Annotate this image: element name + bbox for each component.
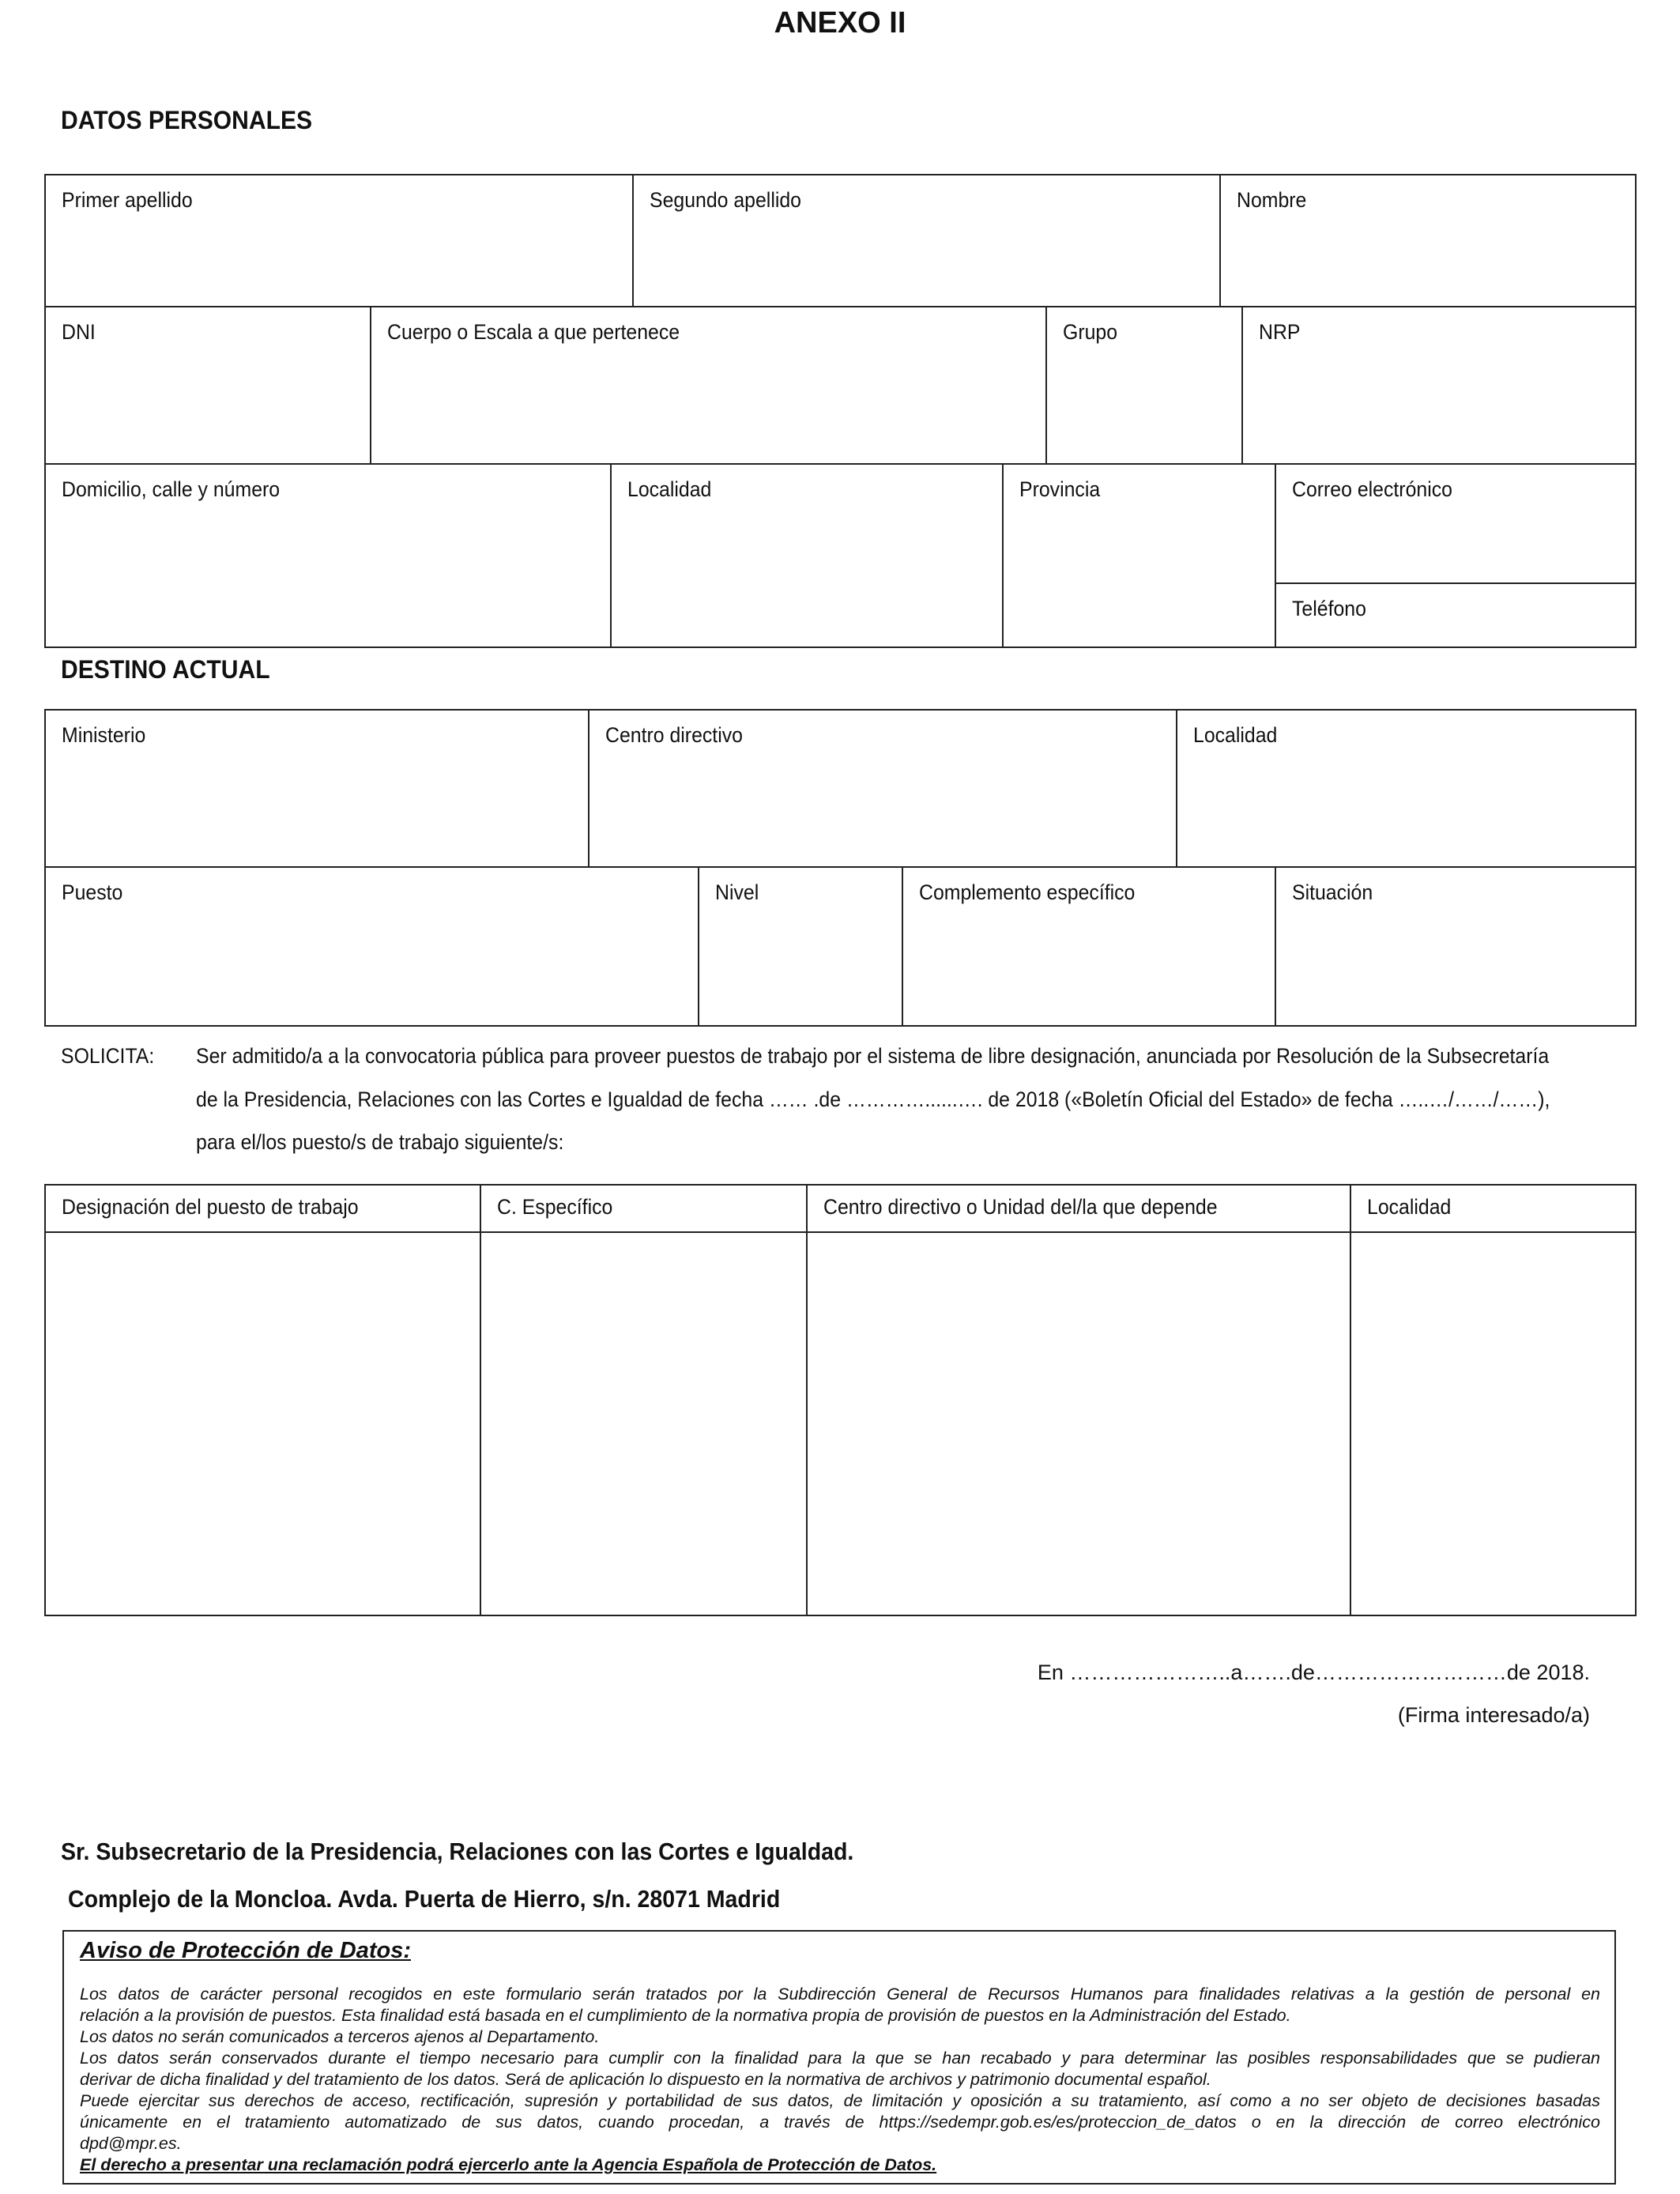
complemento-especifico-field[interactable] xyxy=(902,866,1276,1027)
segundo-apellido-field[interactable] xyxy=(632,174,1221,307)
cuerpo-escala-label: Cuerpo o Escala a que pertenece xyxy=(387,320,680,344)
c-especifico-input-cell[interactable] xyxy=(480,1231,808,1616)
centro-directivo-field[interactable] xyxy=(588,709,1177,868)
header-localidad: Localidad xyxy=(1367,1195,1452,1219)
correo-field[interactable] xyxy=(1275,463,1637,584)
puesto-label: Puesto xyxy=(62,880,123,904)
privacy-line: Los datos no serán comunicados a terceros ajenos al Departamento. xyxy=(80,2027,600,2046)
grupo-label: Grupo xyxy=(1063,320,1118,344)
designacion-input-cell[interactable] xyxy=(44,1231,481,1616)
primer-apellido-label: Primer apellido xyxy=(62,188,193,212)
privacy-final-line: El derecho a presentar una reclamación podrá ejercerlo ante la Agencia Española de Protección de Datos. xyxy=(80,2155,937,2174)
correo-label: Correo electrónico xyxy=(1292,477,1452,501)
privacy-line: únicamente en el tratamiento automatizado de sus datos, cuando procedan, a través de https://sedempr.gob.es/es/proteccion_de_datos o en la dirección de correo electrónico xyxy=(80,2113,1600,2132)
primer-apellido-field[interactable] xyxy=(44,174,634,307)
document-title: ANEXO II xyxy=(774,6,906,40)
nivel-label: Nivel xyxy=(715,880,759,904)
situacion-label: Situación xyxy=(1292,880,1373,904)
localidad-personal-field[interactable] xyxy=(610,463,1004,648)
table-header-cell xyxy=(806,1184,1351,1233)
provincia-label: Provincia xyxy=(1019,477,1101,501)
privacy-line: dpd@mpr.es. xyxy=(80,2134,182,2153)
localidad-input-cell[interactable] xyxy=(1350,1231,1637,1616)
domicilio-field[interactable] xyxy=(44,463,612,648)
domicilio-label: Domicilio, calle y número xyxy=(62,477,281,501)
table-header-cell xyxy=(1350,1184,1637,1233)
header-centro-directivo: Centro directivo o Unidad del/la que depende xyxy=(823,1195,1218,1219)
place-date-line: En …………………..a…….de………………………de 2018. xyxy=(1037,1661,1590,1684)
privacy-line: Los datos serán conservados durante el tiempo necesario para cumplir con la finalidad para la que se han recabado y para determinar las posibles responsabilidades que se pudieran xyxy=(80,2049,1600,2068)
nrp-label: NRP xyxy=(1259,320,1301,344)
privacy-line: Los datos de carácter personal recogidos en este formulario serán tratados por la Subdirección General de Recursos Humanos para finalidades relativas a la gestión de personal en xyxy=(80,1985,1600,2004)
ministerio-field[interactable] xyxy=(44,709,590,868)
segundo-apellido-label: Segundo apellido xyxy=(650,188,801,212)
solicita-line-3: para el/los puesto/s de trabajo siguiente/s: xyxy=(196,1130,564,1154)
nombre-field[interactable] xyxy=(1219,174,1637,307)
localidad-destino-field[interactable] xyxy=(1176,709,1637,868)
table-header-cell xyxy=(44,1184,481,1233)
provincia-field[interactable] xyxy=(1002,463,1276,648)
dni-field[interactable] xyxy=(44,306,371,465)
situacion-field[interactable] xyxy=(1275,866,1637,1027)
nivel-field[interactable] xyxy=(698,866,903,1027)
privacy-notice-box xyxy=(62,1930,1616,2185)
localidad-destino-label: Localidad xyxy=(1193,723,1278,747)
centro-directivo-input-cell[interactable] xyxy=(806,1231,1351,1616)
nombre-label: Nombre xyxy=(1237,188,1307,212)
solicita-label: SOLICITA: xyxy=(61,1044,155,1068)
privacy-line: Puede ejercitar sus derechos de acceso, rectificación, supresión y portabilidad de sus datos, de limitación y oposición a su tratamiento, así como a no ser objeto de decisiones basadas xyxy=(80,2091,1600,2110)
header-designacion: Designación del puesto de trabajo xyxy=(62,1195,359,1219)
solicita-line-1: Ser admitido/a a la convocatoria pública para proveer puestos de trabajo por el sistema de libre designación, anunciada por Resolución de la Subsecretaría xyxy=(196,1044,1550,1068)
cuerpo-escala-field[interactable] xyxy=(370,306,1047,465)
recipient-line: Sr. Subsecretario de la Presidencia, Relaciones con las Cortes e Igualdad. xyxy=(61,1838,854,1865)
centro-directivo-label: Centro directivo xyxy=(605,723,743,747)
privacy-line: derivar de dicha finalidad y del tratamiento de los datos. Será de aplicación lo dispuesto en la normativa de archivos y patrimonio documental español. xyxy=(80,2070,1211,2089)
telefono-field[interactable] xyxy=(1275,582,1637,648)
table-header-cell xyxy=(480,1184,808,1233)
nrp-field[interactable] xyxy=(1241,306,1637,465)
puesto-field[interactable] xyxy=(44,866,699,1027)
destino-actual-heading: DESTINO ACTUAL xyxy=(61,655,270,684)
address-line: Complejo de la Moncloa. Avda. Puerta de Hierro, s/n. 28071 Madrid xyxy=(68,1885,781,1913)
solicita-line-2: de la Presidencia, Relaciones con las Cortes e Igualdad de fecha …… .de …………......…. de 2018 («Boletín Oficial del Estado» de fecha …..…/……/……), xyxy=(196,1088,1550,1111)
complemento-especifico-label: Complemento específico xyxy=(919,880,1136,904)
telefono-label: Teléfono xyxy=(1292,597,1366,620)
ministerio-label: Ministerio xyxy=(62,723,146,747)
localidad-personal-label: Localidad xyxy=(627,477,712,501)
privacy-line: relación a la provisión de puestos. Esta finalidad está basada en el cumplimiento de la normativa propia de provisión de puestos en la Administración del Estado. xyxy=(80,2006,1291,2025)
header-c-especifico: C. Específico xyxy=(497,1195,613,1219)
grupo-field[interactable] xyxy=(1045,306,1243,465)
signature-caption: (Firma interesado/a) xyxy=(1397,1703,1590,1727)
privacy-title: Aviso de Protección de Datos: xyxy=(80,1938,411,1963)
datos-personales-heading: DATOS PERSONALES xyxy=(61,106,313,134)
dni-label: DNI xyxy=(62,320,96,344)
